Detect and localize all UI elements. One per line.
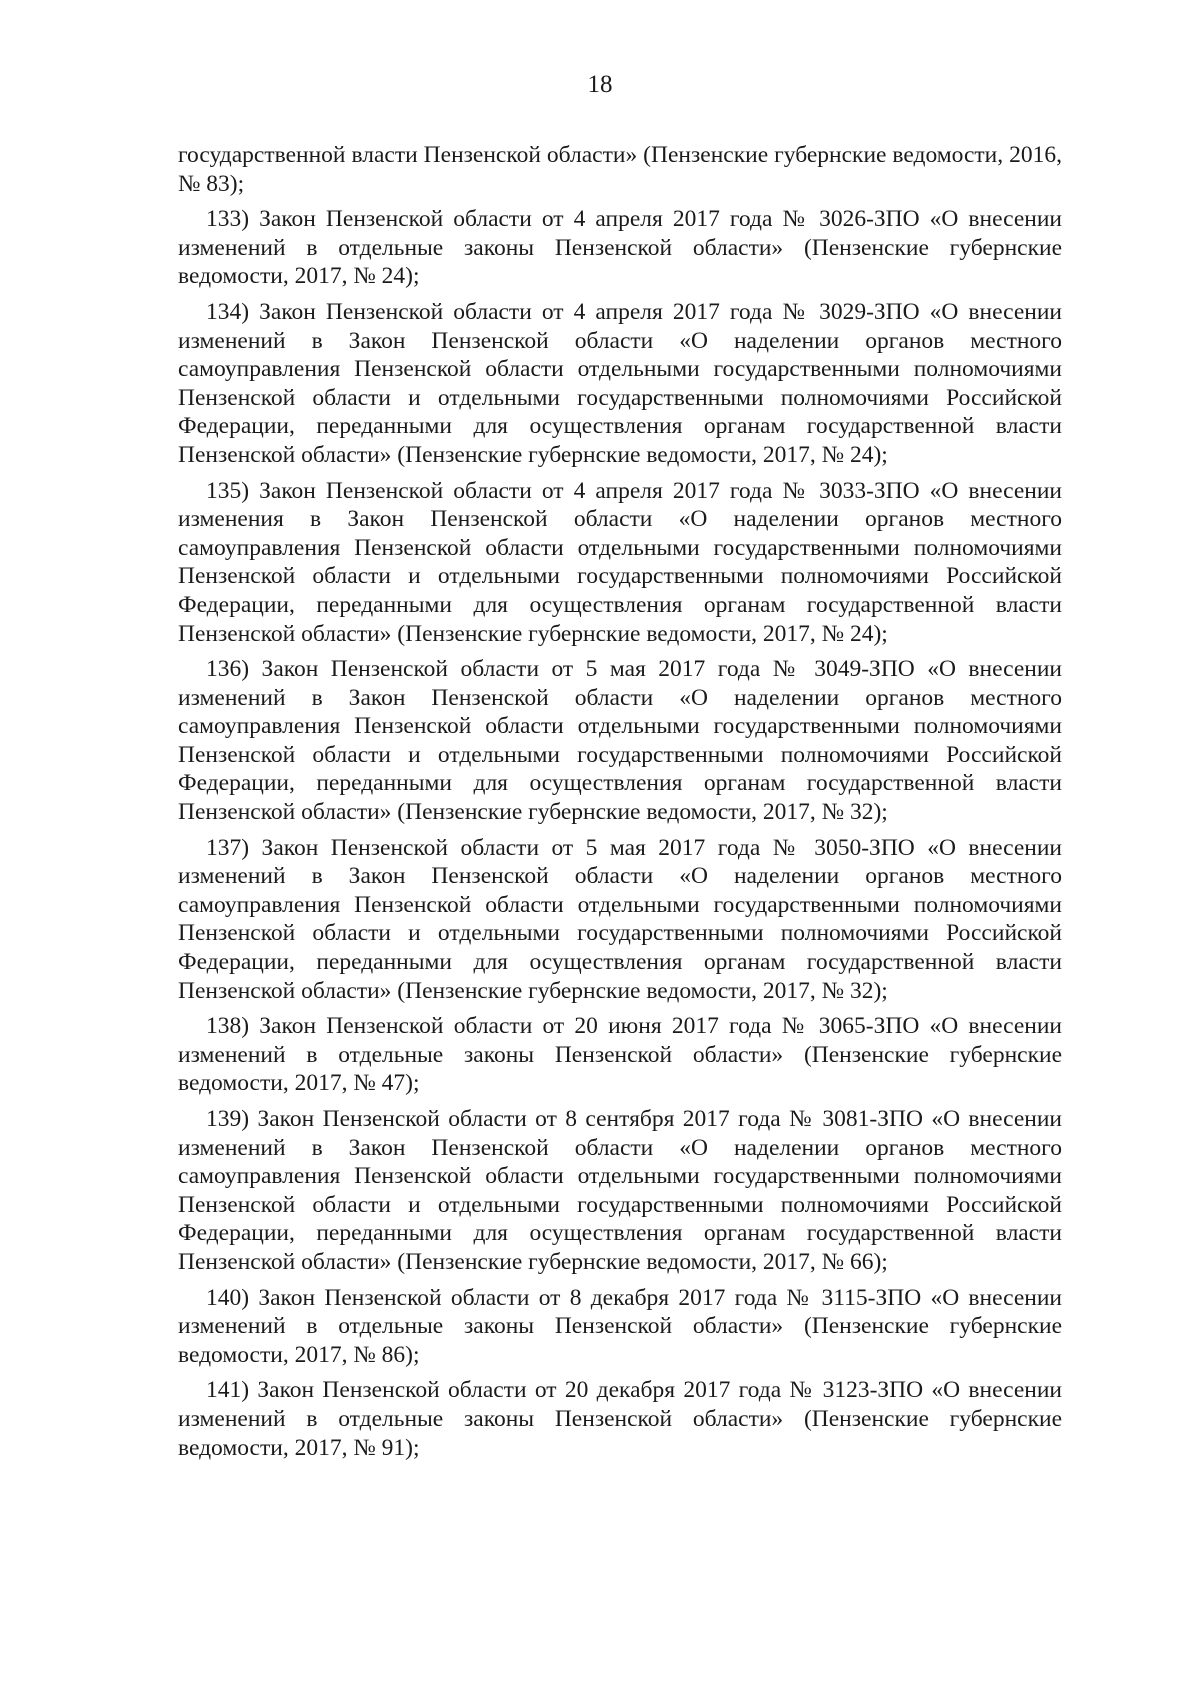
list-item-140: 140) Закон Пензенской области от 8 декабря 2017 года № 3115-ЗПО «О внесении изменений в отдельные законы Пензенской области» (Пензенские губернские ведомости, 2017, № 86); (178, 1284, 1062, 1368)
paragraph-continuation: государственной власти Пензенской области» (Пензенские губернские ведомости, 2016, № 83); (178, 142, 1062, 197)
page-number: 18 (587, 71, 613, 98)
list-item-136: 136) Закон Пензенской области от 5 мая 2017 года № 3049-ЗПО «О внесении изменений в Закон Пензенской области «О наделении органов местного самоуправления Пензенской области отдельными государственными полномочиями Пензенской области и отдельными государственными полномочиями Российской Федерации, переданными для осуществления органам государственной власти Пензенской области» (Пензенские губернские ведомости, 2017, № 32); (178, 656, 1062, 826)
list-item-141: 141) Закон Пензенской области от 20 декабря 2017 года № 3123-ЗПО «О внесении изменений в отдельные законы Пензенской области» (Пензенские губернские ведомости, 2017, № 91); (178, 1377, 1062, 1461)
list-item-134: 134) Закон Пензенской области от 4 апреля 2017 года № 3029-ЗПО «О внесении изменений в Закон Пензенской области «О наделении органов местного самоуправления Пензенской области отдельными государственными полномочиями Пензенской области и отдельными государственными полномочиями Российской Федерации, переданными для осуществления органам государственной власти Пензенской области» (Пензенские губернские ведомости, 2017, № 24); (178, 298, 1062, 468)
list-item-135: 135) Закон Пензенской области от 4 апреля 2017 года № 3033-ЗПО «О внесении изменения в Закон Пензенской области «О наделении органов местного самоуправления Пензенской области отдельными государственными полномочиями Пензенской области и отдельными государственными полномочиями Российской Федерации, переданными для осуществления органам государственной власти Пензенской области» (Пензенские губернские ведомости, 2017, № 24); (178, 477, 1062, 647)
document-body (178, 141, 1062, 1469)
list-item-138: 138) Закон Пензенской области от 20 июня 2017 года № 3065-ЗПО «О внесении изменений в отдельные законы Пензенской области» (Пензенские губернские ведомости, 2017, № 47); (178, 1013, 1062, 1097)
list-item-137: 137) Закон Пензенской области от 5 мая 2017 года № 3050-ЗПО «О внесении изменений в Закон Пензенской области «О наделении органов местного самоуправления Пензенской области отдельными государственными полномочиями Пензенской области и отдельными государственными полномочиями Российской Федерации, переданными для осуществления органам государственной власти Пензенской области» (Пензенские губернские ведомости, 2017, № 32); (178, 834, 1062, 1004)
list-item-133: 133) Закон Пензенской области от 4 апреля 2017 года № 3026-ЗПО «О внесении изменений в отдельные законы Пензенской области» (Пензенские губернские ведомости, 2017, № 24); (178, 206, 1062, 290)
list-item-139: 139) Закон Пензенской области от 8 сентября 2017 года № 3081-ЗПО «О внесении изменений в Закон Пензенской области «О наделении органов местного самоуправления Пензенской области отдельными государственными полномочиями Пензенской области и отдельными государственными полномочиями Российской Федерации, переданными для осуществления органам государственной власти Пензенской области» (Пензенские губернские ведомости, 2017, № 66); (178, 1106, 1062, 1275)
